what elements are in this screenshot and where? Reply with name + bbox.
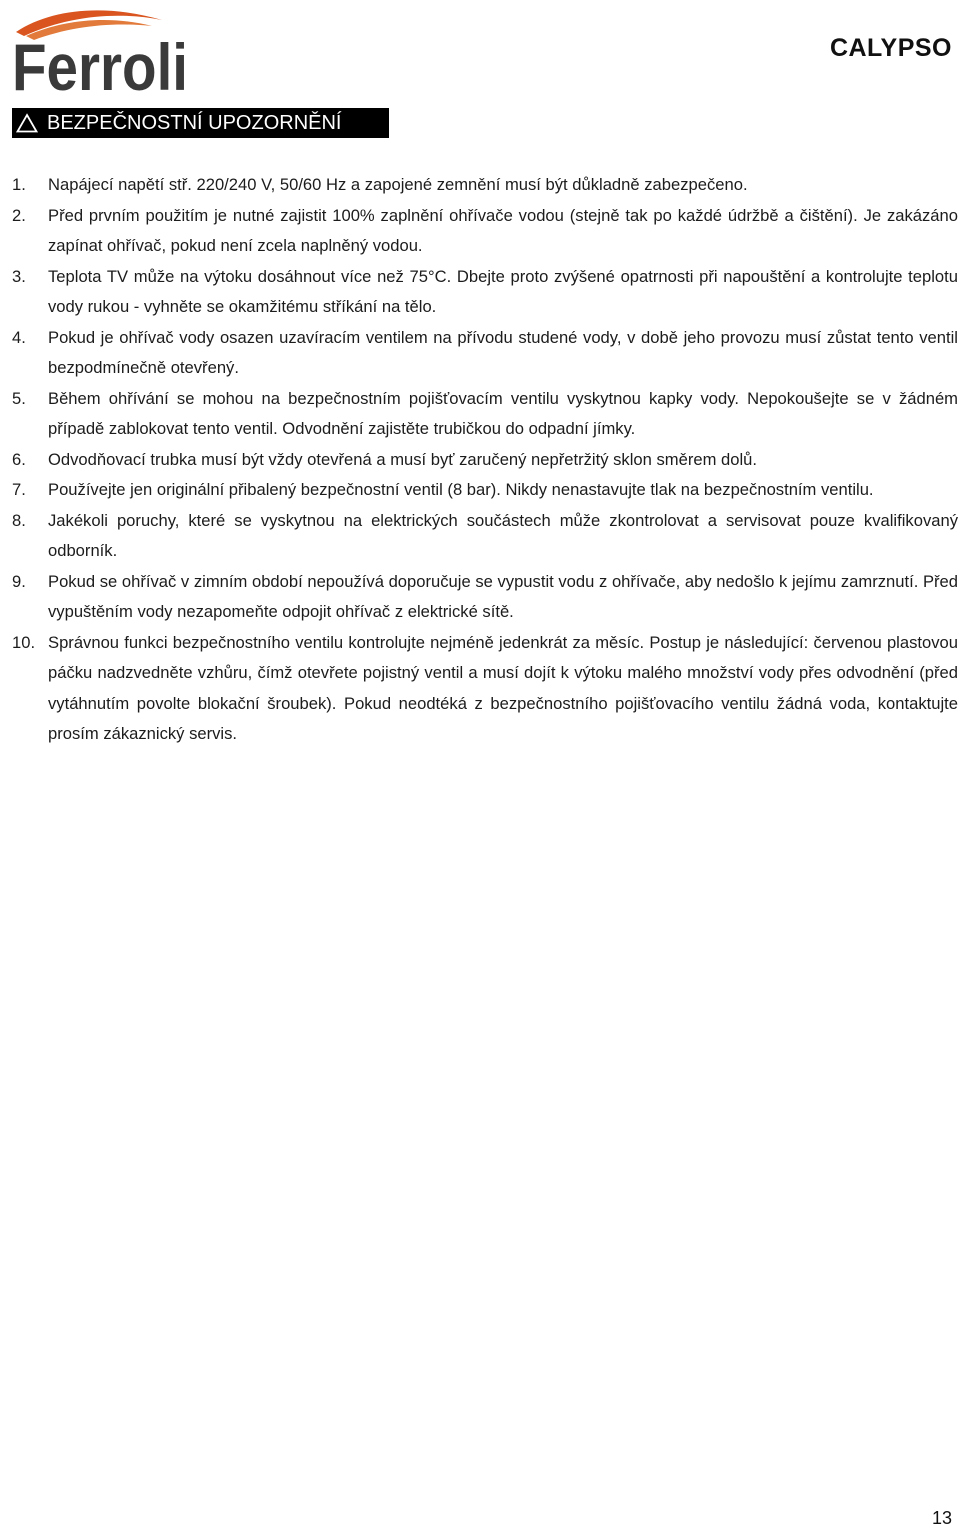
item-number: 4.: [12, 327, 26, 347]
item-number: 10.: [12, 632, 36, 652]
item-text: Pokud je ohřívač vody osazen uzavíracím ventilem na přívodu studené vody, v době jeho provozu musí zůstat tento ventil bezpodmínečně otevřený.: [48, 327, 958, 377]
ferroli-logo: [12, 6, 190, 104]
section-title-banner: [12, 108, 389, 138]
list-item: [12, 323, 958, 384]
item-number: 1.: [12, 175, 26, 194]
item-number: 7.: [12, 480, 26, 499]
item-text: Během ohřívání se mohou na bezpečnostním pojišťovacím ventilu vyskytnou kapky vody. Nepokoušejte se v žádném případě zablokovat tento ventil. Odvodnění zajistěte trubičkou do odpadní jímky.: [48, 388, 958, 438]
list-item: [12, 567, 958, 628]
item-number: 6.: [12, 449, 26, 469]
item-number: 3.: [12, 266, 26, 286]
item-number: 8.: [12, 510, 26, 530]
warning-triangle-icon: [16, 113, 38, 133]
list-item: [12, 475, 958, 506]
list-item: [12, 262, 958, 323]
list-item: [12, 445, 958, 476]
item-text: Teplota TV může na výtoku dosáhnout více než 75°C. Dbejte proto zvýšené opatrnosti při napouštění a kontrolujte teplotu vody rukou - vyhněte se okamžitému stříkání na tělo.: [48, 266, 958, 316]
item-text: Napájecí napětí stř. 220/240 V, 50/60 Hz a zapojené zemnění musí být důkladně zabezpečeno.: [48, 175, 748, 194]
list-item: [12, 170, 958, 201]
page-number: 13: [931, 1508, 952, 1528]
list-item: [12, 384, 958, 445]
item-text: Pokud se ohřívač v zimním období nepoužívá doporučuje se vypustit vodu z ohřívače, aby nedošlo k jejímu zamrznutí. Před vypuštěním vody nezapomeňte odpojit ohřívač z elektrické sítě.: [48, 571, 958, 621]
item-number: 5.: [12, 388, 26, 408]
section-title-text: BEZPEČNOSTNÍ UPOZORNĚNÍ: [47, 111, 342, 134]
svg-text:Ferroli: Ferroli: [12, 30, 188, 104]
item-text: Jakékoli poruchy, které se vyskytnou na elektrických součástech může zkontrolovat a servisovat pouze kvalifikovaný odborník.: [48, 510, 958, 560]
item-text: Správnou funkci bezpečnostního ventilu kontrolujte nejméně jedenkrát za měsíc. Postup je následující: červenou plastovou páčku nadzvedněte vzhůru, čímž otevřete pojistný ventil a musí dojít k výtoku malého množství vody přes odvodnění (před vytáhnutím povolte blokační šroubek). Pokud neodtéká z bezpečnostního pojišťovacího ventilu žádná voda, kontaktujte prosím zákaznický servis.: [48, 632, 958, 743]
list-item: [12, 201, 958, 262]
item-text: Odvodňovací trubka musí být vždy otevřená a musí byť zaručený nepřetržitý sklon směrem dolů.: [48, 449, 758, 469]
item-number: 2.: [12, 205, 26, 225]
list-item: [12, 506, 958, 567]
safety-warnings-list: [12, 170, 958, 750]
product-name: CALYPSO: [829, 34, 952, 62]
list-item: [12, 628, 958, 750]
item-text: Před prvním použitím je nutné zajistit 100% zaplnění ohřívače vodou (stejně tak po každé údržbě a čištění). Je zakázáno zapínat ohřívač, pokud není zcela naplněný vodou.: [48, 205, 958, 255]
item-text: Používejte jen originální přibalený bezpečnostní ventil (8 bar). Nikdy nenastavujte tlak na bezpečnostním ventilu.: [48, 480, 874, 499]
item-number: 9.: [12, 571, 26, 591]
